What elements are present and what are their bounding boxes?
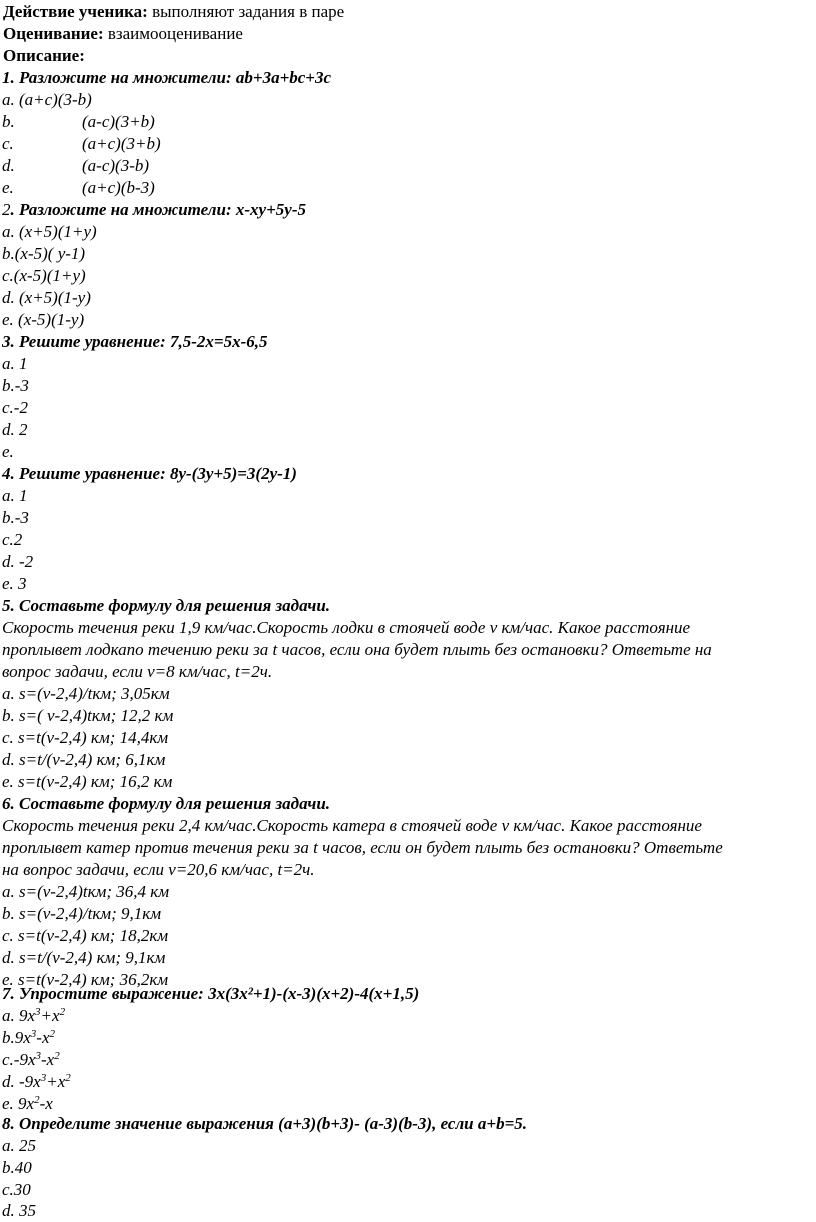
- exponent: 2: [34, 1094, 40, 1106]
- option-text: +x: [40, 1006, 60, 1025]
- q2-title: [2, 199, 306, 221]
- q4-option-e: e. 3: [2, 574, 27, 593]
- q8-title: 8. Определите значение выражения (a+3)(b+3)- (a-3)(b-3), если a+b=5.: [2, 1114, 527, 1133]
- option-text: (a+c)(b-3): [82, 178, 155, 197]
- q2-option-a: a. (x+5)(1+y): [2, 222, 97, 241]
- q6-option-e: e. s=t(v-2,4) км; 36,2км: [2, 970, 169, 989]
- assessment-line: [3, 23, 243, 45]
- q5-option-c: c. s=t(v-2,4) км; 14,4км: [2, 728, 169, 747]
- q5-option-e: e. s=t(v-2,4) км; 16,2 км: [2, 772, 173, 791]
- exponent: 2: [59, 1006, 66, 1018]
- exponent: 3: [40, 1072, 47, 1084]
- q2-option-b: b.(x-5)( y-1): [2, 244, 86, 263]
- option-text: (a-c)(3-b): [82, 156, 150, 175]
- q3-option-b: b.-3: [2, 376, 29, 395]
- assessment-value: взаимооценивание: [103, 24, 243, 43]
- q4-title: 4. Решите уравнение: 8y-(3y+5)=3(2y-1): [2, 464, 297, 483]
- q3-title: 3. Решите уравнение: 7,5-2x=5x-6,5: [2, 332, 268, 351]
- q5-option-d: d. s=t/(v-2,4) км; 6,1км: [2, 750, 166, 769]
- option-text: (a-c)(3+b): [82, 112, 155, 131]
- option-text: e. 9x: [2, 1094, 35, 1113]
- option-letter: d.: [2, 156, 15, 175]
- q2-option-c: c.(x-5)(1+y): [2, 266, 86, 285]
- q6-option-d: d. s=t/(v-2,4) км; 9,1км: [2, 948, 166, 967]
- option-text: +x: [46, 1072, 66, 1091]
- assessment-label: Оценивание:: [3, 24, 104, 43]
- q4-option-b: b.-3: [2, 508, 29, 527]
- exponent: 3: [30, 1028, 37, 1040]
- action-value: выполняют задания в паре: [147, 2, 345, 21]
- q6-option-c: c. s=t(v-2,4) км; 18,2км: [2, 926, 169, 945]
- q1-option-d: [2, 155, 149, 177]
- q6-text-line: Скорость течения реки 2,4 км/час.Скорость катера в стоячей воде v км/час. Какое расстояние: [2, 816, 702, 835]
- q7-option-c: [2, 1049, 60, 1071]
- option-text: -x: [36, 1028, 50, 1047]
- q7-option-e: [2, 1093, 53, 1115]
- q2-option-d: d. (x+5)(1-y): [2, 288, 91, 307]
- q5-option-a: a. s=(v-2,4)/tкм; 3,05км: [2, 684, 170, 703]
- exponent: 2: [65, 1072, 71, 1084]
- q8-option-b: b.40: [2, 1158, 32, 1177]
- action-label: Действие ученика:: [3, 2, 148, 21]
- exponent: 3: [35, 1050, 42, 1062]
- q1-option-c: [2, 133, 161, 155]
- q4-option-d: d. -2: [2, 552, 34, 571]
- q3-option-d: d. 2: [2, 420, 28, 439]
- q7-option-a: [2, 1005, 65, 1027]
- option-letter: e.: [2, 178, 14, 197]
- action-line: [3, 1, 344, 23]
- q7-title: 7. Упростите выражение: 3x(3x²+1)-(x-3)(x+2)-4(x+1,5): [2, 984, 420, 1003]
- q8-option-c: c.30: [2, 1180, 31, 1199]
- q7-option-d: [2, 1071, 71, 1093]
- q1-option-e: [2, 177, 155, 199]
- q5-text-line: Скорость течения реки 1,9 км/час.Скорость лодки в стоячей воде v км/час. Какое расстояние: [2, 618, 691, 637]
- option-text: a. 9x: [2, 1006, 36, 1025]
- q3-option-e: e.: [2, 442, 14, 461]
- q8-option-a: a. 25: [2, 1136, 36, 1155]
- q6-title: 6. Составьте формулу для решения задачи.: [2, 794, 331, 813]
- q2-number: 2: [2, 200, 11, 219]
- q5-text-line: проплывет лодкапо течению реки за t часов, если она будет плыть без остановки? Ответьте на: [2, 640, 712, 659]
- q1-option-a: [2, 89, 92, 111]
- option-text: (a+c)(3+b): [82, 134, 161, 153]
- q2-title-text: . Разложите на множители: x-xy+5y-5: [10, 200, 306, 219]
- option-letter: c.: [2, 134, 14, 153]
- q8-option-d: d. 35: [2, 1201, 36, 1220]
- option-text: -x: [39, 1094, 53, 1113]
- q7-option-b: [2, 1027, 55, 1049]
- option-letter: b.: [2, 112, 15, 131]
- q6-option-b: b. s=(v-2,4)/tкм; 9,1км: [2, 904, 162, 923]
- q1-title: 1. Разложите на множители: ab+3a+bc+3c: [2, 68, 332, 87]
- q5-text-line: вопрос задачи, если v=8 км/час, t=2ч.: [2, 662, 273, 681]
- exponent: 2: [54, 1050, 60, 1062]
- q6-text-line: проплывет катер против течения реки за t часов, если он будет плыть без остановки? Ответьте: [2, 838, 723, 857]
- q6-option-a: a. s=(v-2,4)tкм; 36,4 км: [2, 882, 170, 901]
- option-text: (a+c)(3-b): [14, 90, 92, 109]
- q4-option-a: a. 1: [2, 486, 28, 505]
- q2-option-e: e. (x-5)(1-y): [2, 310, 85, 329]
- q5-title: 5. Составьте формулу для решения задачи.: [2, 596, 331, 615]
- exponent: 3: [35, 1006, 41, 1018]
- option-text: d. -9x: [2, 1072, 41, 1091]
- q4-option-c: c.2: [2, 530, 23, 549]
- exponent: 2: [49, 1028, 56, 1040]
- option-letter: a.: [2, 90, 15, 109]
- q3-option-a: a. 1: [2, 354, 28, 373]
- q6-text-line: на вопрос задачи, если v=20,6 км/час, t=2ч.: [2, 860, 315, 879]
- q3-option-c: c.-2: [2, 398, 28, 417]
- option-text: c.-9x: [2, 1050, 36, 1069]
- option-text: -x: [41, 1050, 55, 1069]
- q1-option-b: [2, 111, 155, 133]
- option-text: b.9x: [2, 1028, 31, 1047]
- description-label: Описание:: [3, 46, 85, 65]
- q5-option-b: b. s=( v-2,4)tкм; 12,2 км: [2, 706, 174, 725]
